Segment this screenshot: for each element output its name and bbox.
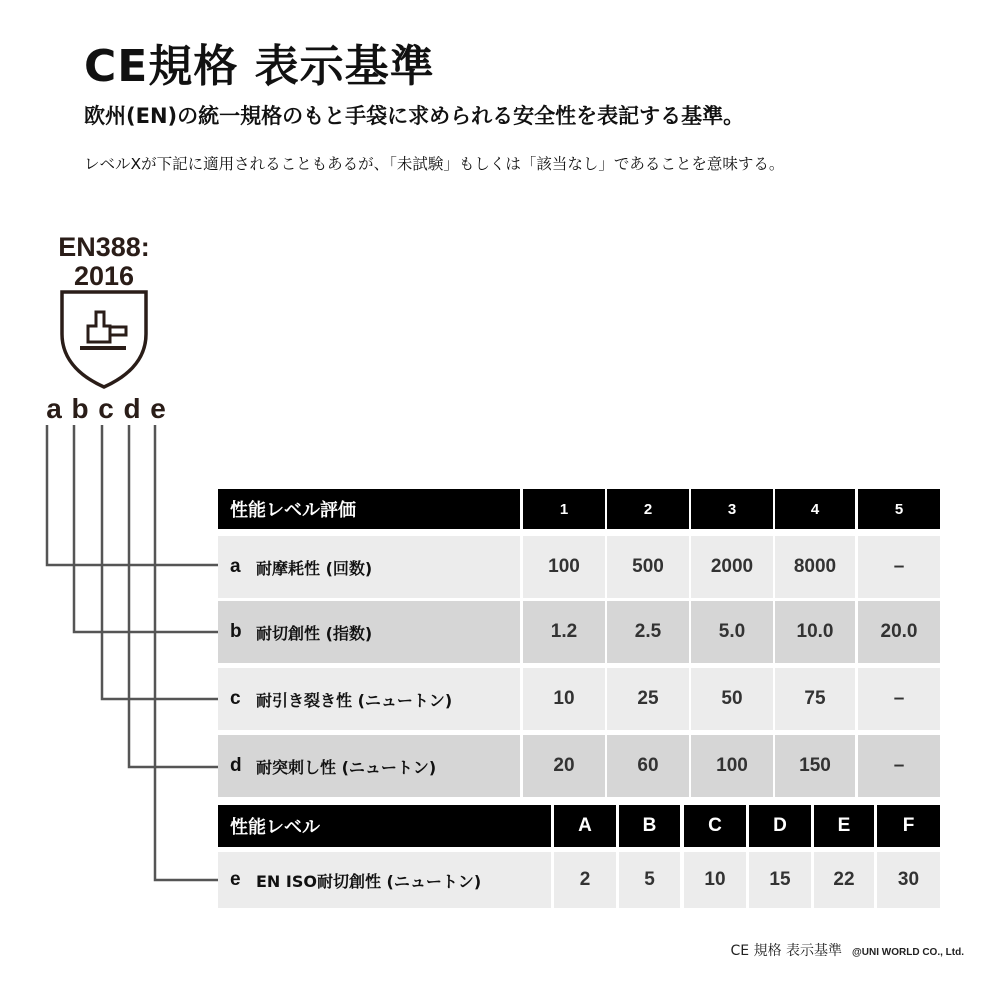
table1-value-a-4: 8000 xyxy=(775,536,855,598)
table1-value-d-4: 150 xyxy=(775,735,855,797)
table1-value-b-2: 2.5 xyxy=(607,601,689,663)
table1-row-label-a xyxy=(218,536,520,598)
row-label-d: 耐突刺し性 (ニュートン) xyxy=(256,757,437,777)
connector-e xyxy=(155,425,218,880)
table2-row-label-e xyxy=(218,852,551,908)
footer-text: CE 規格 表示基準 xyxy=(730,943,843,959)
table1-value-a-2: 500 xyxy=(607,536,689,598)
table2-level-C: C xyxy=(684,805,746,847)
table2-header-label: 性能レベル xyxy=(218,805,551,847)
table1-value-c-4: 75 xyxy=(775,668,855,730)
table2-value-e-A: 2 xyxy=(554,852,616,908)
table1-level-2: 2 xyxy=(607,489,689,529)
table1-value-d-5: – xyxy=(858,735,940,797)
letter-d: d xyxy=(123,393,141,424)
table2-level-F: F xyxy=(877,805,940,847)
row-label-e: EN ISO耐切創性 (ニュートン) xyxy=(256,871,482,891)
row-key-c: c xyxy=(230,688,241,709)
table1-row-label-d xyxy=(218,735,520,797)
table1-level-3: 3 xyxy=(691,489,773,529)
standard-code-line1: EN388: xyxy=(58,232,150,262)
table1-value-a-1: 100 xyxy=(523,536,605,598)
table1-value-b-5: 20.0 xyxy=(858,601,940,663)
table1-value-b-3: 5.0 xyxy=(691,601,773,663)
page-subtitle: 欧州(EN)の統一規格のもと手袋に求められる安全性を表記する基準。 xyxy=(84,104,745,128)
table1-value-d-1: 20 xyxy=(523,735,605,797)
table1-value-c-1: 10 xyxy=(523,668,605,730)
table1-header-label: 性能レベル評価 xyxy=(218,489,520,529)
row-key-a: a xyxy=(230,556,241,577)
table2-level-E: E xyxy=(814,805,874,847)
table1-level-5: 5 xyxy=(858,489,940,529)
connector-b xyxy=(74,425,218,632)
connector-d xyxy=(129,425,218,767)
table2-level-A: A xyxy=(554,805,616,847)
table1-level-4: 4 xyxy=(775,489,855,529)
standard-code-line2: 2016 xyxy=(73,261,135,291)
table1-value-c-3: 50 xyxy=(691,668,773,730)
row-label-a: 耐摩耗性 (回数) xyxy=(256,558,373,578)
letter-e: e xyxy=(150,393,166,424)
page-title: CE規格 表示基準 xyxy=(84,41,435,92)
connector-a xyxy=(47,425,218,565)
letter-b: b xyxy=(71,393,89,424)
table2-level-D: D xyxy=(749,805,811,847)
table1-value-d-3: 100 xyxy=(691,735,773,797)
table1-value-b-1: 1.2 xyxy=(523,601,605,663)
footer xyxy=(731,940,965,960)
table1-level-1: 1 xyxy=(523,489,605,529)
connector-c xyxy=(102,425,218,699)
table1-row-label-b xyxy=(218,601,520,663)
table1-value-b-4: 10.0 xyxy=(775,601,855,663)
table1-value-d-2: 60 xyxy=(607,735,689,797)
table1-value-c-2: 25 xyxy=(607,668,689,730)
row-label-b: 耐切創性 (指数) xyxy=(256,623,373,643)
row-label-c: 耐引き裂き性 (ニュートン) xyxy=(256,690,453,710)
table1-value-c-5: – xyxy=(858,668,940,730)
letter-c: c xyxy=(98,393,114,424)
table2-value-e-C: 10 xyxy=(684,852,746,908)
footer-copyright: @UNI WORLD CO., Ltd. xyxy=(852,947,964,958)
table2-value-e-F: 30 xyxy=(877,852,940,908)
table1-row-label-c xyxy=(218,668,520,730)
table2-value-e-E: 22 xyxy=(814,852,874,908)
table2-level-B: B xyxy=(619,805,680,847)
table1-value-a-5: – xyxy=(858,536,940,598)
table2-value-e-B: 5 xyxy=(619,852,680,908)
table2-value-e-D: 15 xyxy=(749,852,811,908)
letter-a: a xyxy=(46,393,62,424)
level-x-note: レベルXが下記に適用されることもあるが、「未試験」もしくは「該当なし」であることを意味する。 xyxy=(84,155,785,173)
row-key-e: e xyxy=(230,869,241,890)
row-key-b: b xyxy=(230,621,242,642)
table1-value-a-3: 2000 xyxy=(691,536,773,598)
row-key-d: d xyxy=(230,755,242,776)
